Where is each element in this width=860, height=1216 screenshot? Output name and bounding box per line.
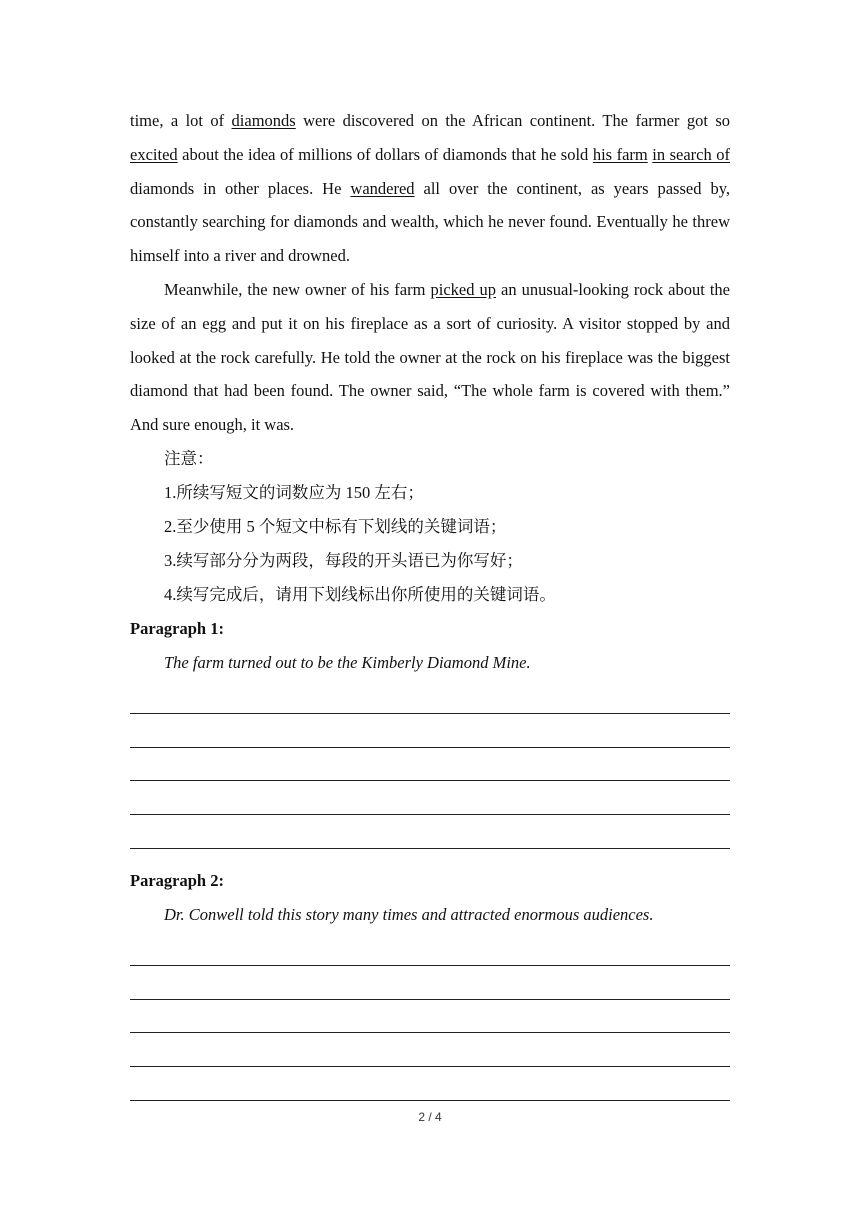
note-item: 4.续写完成后，请用下划线标出你所使用的关键词语。 xyxy=(164,584,556,604)
paragraph-2-opening: Dr. Conwell told this story many times and attracted enormous audiences. xyxy=(164,904,654,924)
passage-text: diamonds in other places. He xyxy=(130,178,351,198)
passage-text: about the idea of millions of dollars of diamonds that he sold xyxy=(177,144,593,164)
document-page xyxy=(130,104,730,1101)
paragraph-1-heading: Paragraph 1: xyxy=(130,618,224,638)
passage-text: Meanwhile, the new owner of his farm xyxy=(164,279,431,299)
keyword-picked-up: picked up xyxy=(430,279,496,299)
passage-text: all over the continent, as years passed by, constantly searching for diamonds and wealth, which he never found. Eventually he threw himself into a river and drowned. xyxy=(130,178,730,266)
answer-line[interactable] xyxy=(130,714,730,748)
passage-text: an unusual-looking rock about the size of an egg and put it on his fireplace as a sort of curiosity. A visitor stopped by and looked at the rock carefully. He told the owner at the rock on his fireplace was the biggest diamond that had been found. The owner said, “The whole farm is covered with them.” And sure enough, it was. xyxy=(130,279,730,435)
answer-line[interactable] xyxy=(130,932,730,966)
answer-line[interactable] xyxy=(130,966,730,1000)
answer-line[interactable] xyxy=(130,781,730,815)
keyword-diamonds: diamonds xyxy=(231,111,296,130)
answer-line[interactable] xyxy=(130,815,730,849)
note-item: 3.续写部分分为两段，每段的开头语已为你写好； xyxy=(164,550,523,570)
passage-text: were discovered on the African continent. The farmer got so xyxy=(295,111,730,130)
answer-line[interactable] xyxy=(130,1000,730,1034)
answer-line[interactable] xyxy=(130,1067,730,1101)
paragraph-1-opening: The farm turned out to be the Kimberly Diamond Mine. xyxy=(164,652,531,672)
keyword-in-search-of: in search of xyxy=(652,144,731,164)
page-number: 2 / 4 xyxy=(418,1110,442,1124)
answer-line[interactable] xyxy=(130,1033,730,1067)
paragraph-2-writing-area[interactable] xyxy=(130,932,730,1101)
passage-paragraph-2 xyxy=(130,273,730,442)
keyword-wandered: wandered xyxy=(350,178,415,198)
passage-text: time, a lot of xyxy=(130,111,232,130)
passage-paragraph-1 xyxy=(130,104,730,273)
notes-title: 注意： xyxy=(164,448,214,468)
keyword-his-farm: his farm xyxy=(592,144,648,164)
answer-line[interactable] xyxy=(130,748,730,782)
note-item: 1.所续写短文的词数应为 150 左右； xyxy=(164,482,424,502)
paragraph-1-writing-area[interactable] xyxy=(130,680,730,849)
keyword-excited: excited xyxy=(130,144,178,164)
answer-line[interactable] xyxy=(130,680,730,714)
spacer xyxy=(130,849,730,864)
note-item: 2.至少使用 5 个短文中标有下划线的关键词语； xyxy=(164,516,507,536)
paragraph-2-heading: Paragraph 2: xyxy=(130,870,224,890)
